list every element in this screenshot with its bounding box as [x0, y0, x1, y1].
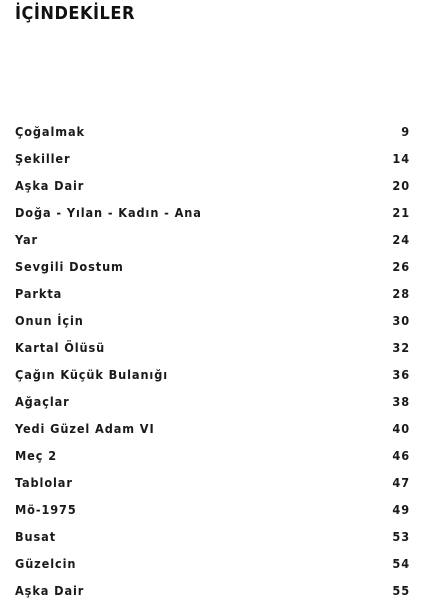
toc-entry — [15, 500, 410, 527]
toc-entry — [15, 365, 410, 392]
toc-entry-title: Ağaçlar — [15, 394, 70, 409]
toc-entry — [15, 311, 410, 338]
page-title: İÇİNDEKİLER — [15, 3, 135, 24]
toc-entry — [15, 527, 410, 554]
toc-entry-page-number: 53 — [392, 529, 410, 544]
toc-entry-page-number: 47 — [392, 475, 410, 490]
toc-entry — [15, 338, 410, 365]
toc-entry-page-number: 24 — [392, 232, 410, 247]
toc-entry-page-number: 30 — [392, 313, 410, 328]
toc-entry-page-number: 26 — [392, 259, 410, 274]
toc-entry — [15, 176, 410, 203]
toc-entry-title: Mö-1975 — [15, 502, 77, 517]
toc-entry — [15, 554, 410, 581]
toc-entry-title: Aşka Dair — [15, 583, 85, 598]
toc-entry-title: Yedi Güzel Adam VI — [15, 421, 155, 436]
toc-entry-title: Parkta — [15, 286, 63, 301]
toc-entry-page-number: 28 — [392, 286, 410, 301]
toc-entry — [15, 230, 410, 257]
toc-entry — [15, 284, 410, 311]
toc-entry — [15, 122, 410, 149]
toc-entry-title: Onun İçin — [15, 313, 84, 328]
toc-entry-title: Aşka Dair — [15, 178, 85, 193]
toc-entry — [15, 149, 410, 176]
toc-entry-page-number: 46 — [392, 448, 410, 463]
toc-entry-title: Kartal Ölüsü — [15, 340, 106, 355]
toc-entry-title: Busat — [15, 529, 57, 544]
toc-entry — [15, 392, 410, 419]
toc-entry — [15, 581, 410, 608]
toc-entry-title: Doğa - Yılan - Kadın - Ana — [15, 205, 202, 220]
toc-entry — [15, 203, 410, 230]
toc-entry-title: Çağın Küçük Bulanığı — [15, 367, 169, 382]
toc-entry — [15, 446, 410, 473]
toc-list — [15, 122, 410, 608]
toc-entry-page-number: 21 — [392, 205, 410, 220]
toc-entry-page-number: 32 — [392, 340, 410, 355]
toc-entry — [15, 473, 410, 500]
toc-entry-page-number: 55 — [392, 583, 410, 598]
toc-entry-page-number: 20 — [392, 178, 410, 193]
toc-entry-page-number: 54 — [392, 556, 410, 571]
toc-entry-page-number: 14 — [392, 151, 410, 166]
toc-entry-page-number: 49 — [392, 502, 410, 517]
toc-entry-title: Sevgili Dostum — [15, 259, 124, 274]
toc-entry-page-number: 38 — [392, 394, 410, 409]
toc-entry-page-number: 40 — [392, 421, 410, 436]
toc-entry-title: Çoğalmak — [15, 124, 85, 139]
toc-entry — [15, 257, 410, 284]
toc-entry-title: Meç 2 — [15, 448, 58, 463]
toc-entry-title: Yar — [15, 232, 38, 247]
toc-entry-page-number: 36 — [392, 367, 410, 382]
toc-entry-title: Güzelcin — [15, 556, 77, 571]
toc-entry-page-number: 9 — [401, 124, 410, 139]
toc-entry-title: Tablolar — [15, 475, 73, 490]
toc-entry-title: Şekiller — [15, 151, 71, 166]
toc-entry — [15, 419, 410, 446]
